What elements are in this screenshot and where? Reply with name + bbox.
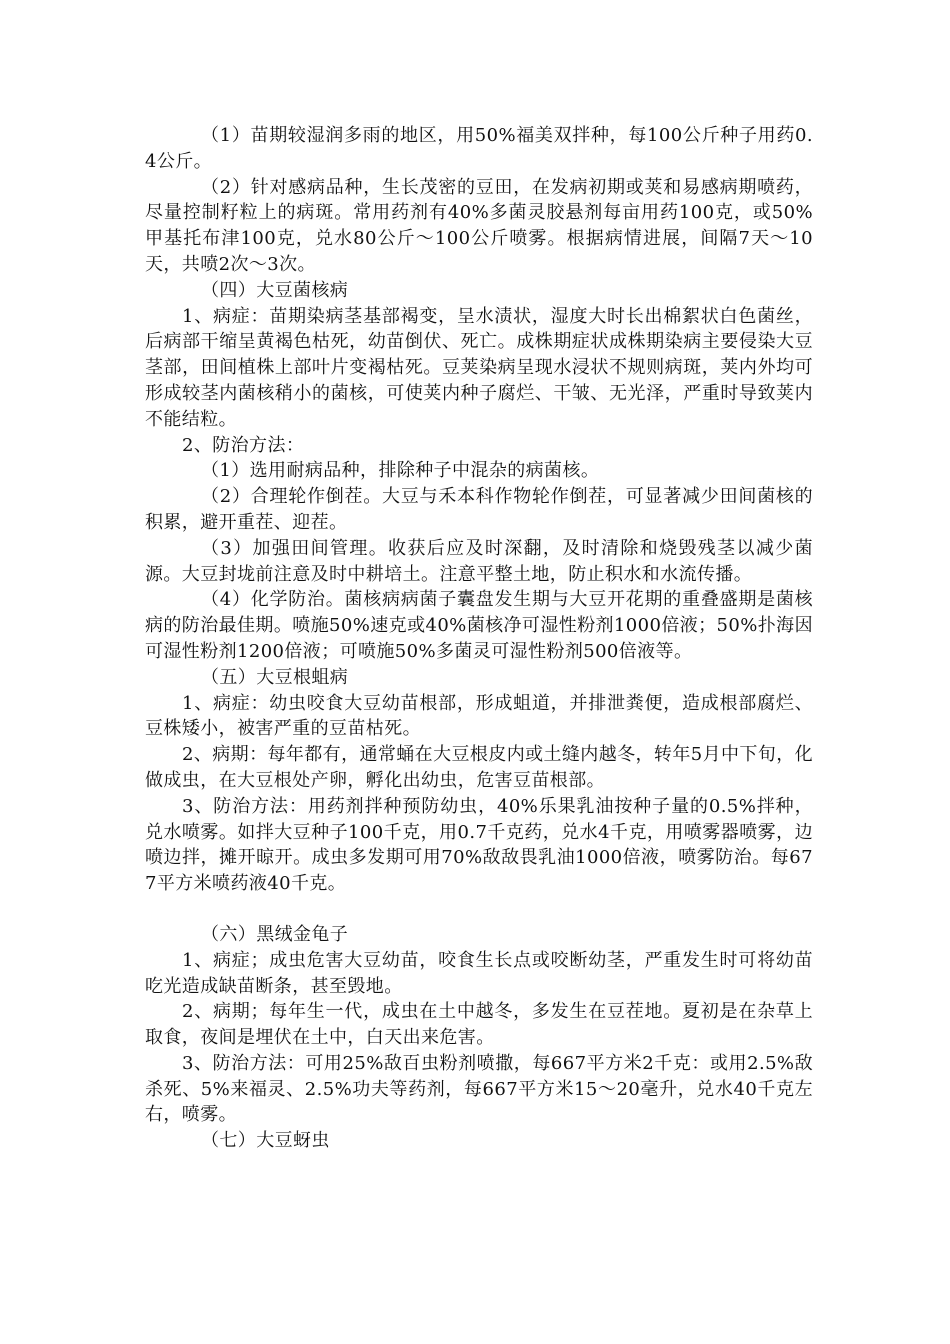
paragraph-root-maggot-control: 3、防治方法：用药剂拌种预防幼虫，40%乐果乳油按种子量的0.5%拌种，兑水喷雾。如拌大豆种子100千克，用0.7千克药，兑水4千克，用喷雾器喷雾，边喷边拌，摊开晾开。成虫多发期可用70%敌敌畏乳油1000倍液，喷雾防治。每677平方米喷药液40千克。 bbox=[145, 795, 813, 895]
paragraph-treatment-2: （2）针对感病品种，生长茂密的豆田，在发病初期或荚和易感病期喷药，尽量控制籽粒上的病斑。常用药剂有40%多菌灵胶悬剂每亩用药100克，或50%甲基托布津100克，兑水80公斤～100公斤喷雾。根据病情进展，间隔7天～10天，共喷2次～3次。 bbox=[145, 176, 813, 275]
document-body bbox=[145, 123, 813, 1154]
section-heading-chafer: （六）黑绒金龟子 bbox=[201, 923, 349, 945]
paragraph-control-4: （4）化学防治。菌核病病菌子囊盘发生期与大豆开花期的重叠盛期是菌核病的防治最佳期。喷施50%速克或40%菌核净可湿性粉剂1000倍液；50%扑海因可湿性粉剂1200倍液；可喷施50%多菌灵可湿性粉剂500倍液等。 bbox=[145, 589, 813, 662]
section-heading-sclerotinia: （四）大豆菌核病 bbox=[201, 279, 349, 301]
paragraph-chafer-symptoms: 1、病症；成虫危害大豆幼苗，咬食生长点或咬断幼茎，严重发生时可将幼苗吃光造成缺苗断条，甚至毁地。 bbox=[145, 949, 813, 997]
paragraph-sclerotinia-control: 2、防治方法： bbox=[182, 434, 305, 456]
paragraph-sclerotinia-symptoms: 1、病症：苗期染病茎基部褐变，呈水渍状，湿度大时长出棉絮状白色菌丝，后病部干缩呈黄褐色枯死，幼苗倒伏、死亡。成株期症状成株期染病主要侵染大豆茎部，田间植株上部叶片变褐枯死。豆荚染病呈现水浸状不规则病斑，荚内外均可形成较茎内菌核稍小的菌核，可使荚内种子腐烂、干皱、无光泽，严重时导致荚内不能结粒。 bbox=[145, 305, 813, 430]
paragraph-treatment-1: （1）苗期较湿润多雨的地区，用50%福美双拌种，每100公斤种子用药0.4公斤。 bbox=[145, 125, 813, 172]
section-heading-root-maggot: （五）大豆根蛆病 bbox=[201, 666, 349, 688]
paragraph-control-2: （2）合理轮作倒茬。大豆与禾本科作物轮作倒茬，可显著减少田间菌核的积累，避开重茬、迎茬。 bbox=[145, 486, 813, 533]
paragraph-chafer-control: 3、防治方法：可用25%敌百虫粉剂喷撒，每667平方米2千克：或用2.5%敌杀死、5%来福灵、2.5%功夫等药剂，每667平方米15～20毫升，兑水40千克左右，喷雾。 bbox=[145, 1052, 813, 1126]
paragraph-control-3: （3）加强田间管理。收获后应及时深翻，及时清除和烧毁残茎以减少菌源。大豆封垅前注意及时中耕培土。注意平整土地，防止积水和水流传播。 bbox=[145, 537, 813, 585]
paragraph-chafer-period: 2、病期；每年生一代，成虫在土中越冬，多发生在豆茬地。夏初是在杂草上取食，夜间是埋伏在土中，白天出来危害。 bbox=[145, 1001, 813, 1049]
section-heading-aphid: （七）大豆蚜虫 bbox=[201, 1130, 330, 1152]
paragraph-root-maggot-symptoms: 1、病症：幼虫咬食大豆幼苗根部，形成蛆道，并排泄粪便，造成根部腐烂、豆株矮小，被害严重的豆苗枯死。 bbox=[145, 692, 813, 740]
paragraph-root-maggot-period: 2、病期：每年都有，通常蛹在大豆根皮内或土缝内越冬，转年5月中下旬，化做成虫，在大豆根处产卵，孵化出幼虫，危害豆苗根部。 bbox=[145, 744, 813, 791]
paragraph-control-1: （1）选用耐病品种，排除种子中混杂的病菌核。 bbox=[201, 460, 600, 482]
